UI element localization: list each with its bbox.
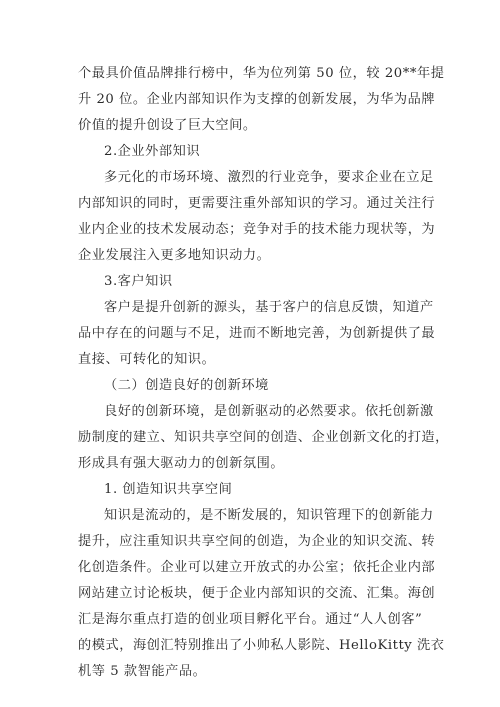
paragraph-line: 直接、可转化的知识。 — [78, 352, 216, 367]
paragraph-line: 多元化的市场环境、激烈的行业竞争，要求企业在立足 — [104, 170, 434, 185]
paragraph-line: 企业发展注入更多地知识动力。 — [78, 248, 271, 263]
paragraph-line: 知识是流动的，是不断发展的，知识管理下的创新能力 — [104, 508, 434, 523]
paragraph-line: 提升，应注重知识共享空间的创造，为企业的知识交流、转 — [78, 534, 436, 549]
paragraph-line: 的模式，海创汇特别推出了小帅私人影院、HelloKitty 洗衣 — [78, 638, 445, 653]
subheading-customer-knowledge: 3.客户知识 — [104, 274, 173, 289]
paragraph-line: 内部知识的同时，更需要注重外部知识的学习。通过关注行 — [78, 196, 436, 211]
paragraph-line: 良好的创新环境，是创新驱动的必然要求。依托创新激 — [104, 404, 434, 419]
section-heading-innovation-environment: （二）创造良好的创新环境 — [104, 378, 269, 393]
paragraph-line: 形成具有强大驱动力的创新氛围。 — [78, 456, 285, 471]
paragraph-line: 个最具价值品牌排行榜中，华为位列第 50 位，较 20**年提 — [78, 66, 445, 81]
paragraph-line: 汇是海尔重点打造的创业项目孵化平台。通过“人人创客” — [78, 612, 423, 627]
paragraph-line: 品中存在的问题与不足，进而不断地完善，为创新提供了最 — [78, 326, 436, 341]
paragraph-line: 化创造条件。企业可以建立开放式的办公室；依托企业内部 — [78, 560, 436, 575]
paragraph-line: 客户是提升创新的源头，基于客户的信息反馈，知道产 — [104, 300, 434, 315]
subheading-external-knowledge: 2.企业外部知识 — [104, 144, 201, 159]
subheading-knowledge-sharing-space: 1. 创造知识共享空间 — [104, 482, 233, 497]
paragraph-line: 机等 5 款智能产品。 — [78, 664, 207, 679]
paragraph-line: 价值的提升创设了巨大空间。 — [78, 118, 257, 133]
paragraph-line: 网站建立讨论板块，便于企业内部知识的交流、汇集。海创 — [78, 586, 436, 601]
paragraph-line: 励制度的建立、知识共享空间的创造、企业创新文化的打造， — [78, 430, 449, 445]
paragraph-line: 升 20 位。企业内部知识作为支撑的创新发展，为华为品牌 — [78, 92, 436, 107]
paragraph-line: 业内企业的技术发展动态；竞争对手的技术能力现状等，为 — [78, 222, 436, 237]
